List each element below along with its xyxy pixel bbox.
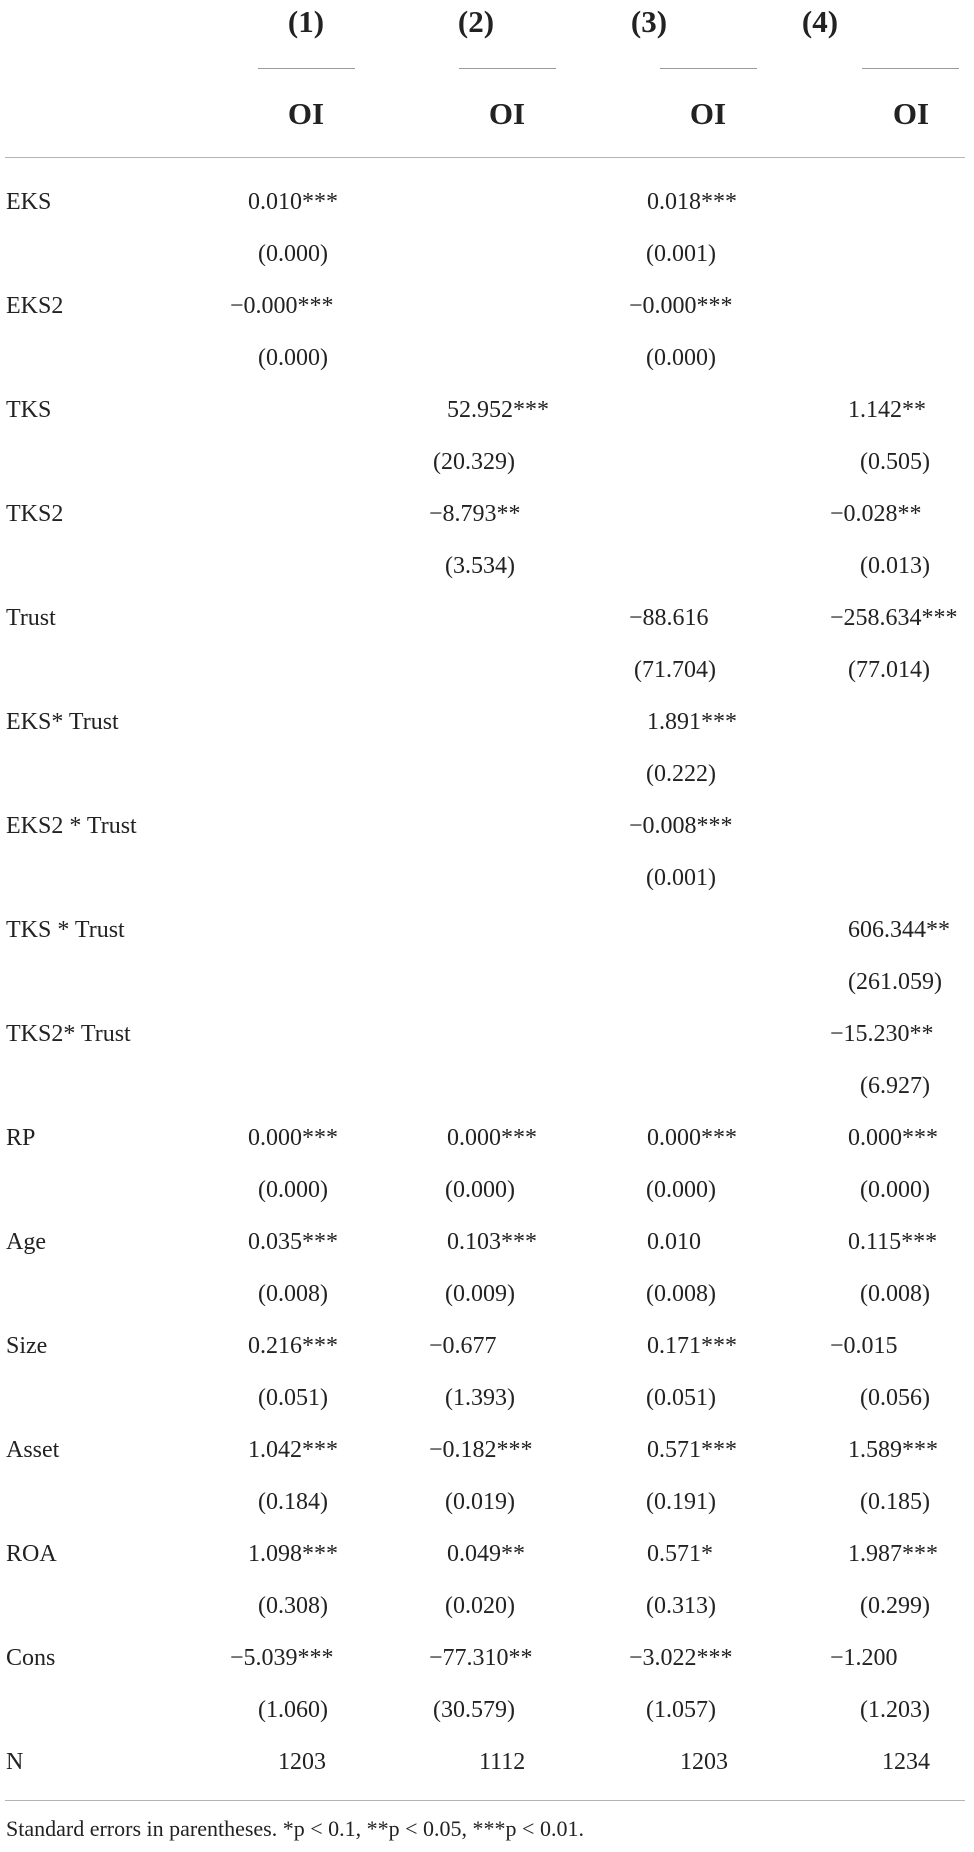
standard-error-cell: (0.000) [258, 1177, 328, 1203]
standard-error-cell: (0.185) [860, 1489, 930, 1515]
coefficient-cell: −0.015 [830, 1333, 898, 1359]
standard-error-cell: (0.191) [646, 1489, 716, 1515]
standard-error-cell: (0.051) [258, 1385, 328, 1411]
coef-row-cons [0, 1632, 974, 1684]
coefficient-cell: 1.891*** [647, 709, 737, 735]
se-row-eks-trust [0, 748, 974, 800]
coefficient-cell: −0.182*** [429, 1437, 533, 1463]
variable-label: EKS2 [6, 293, 64, 319]
coefficient-cell: −0.000*** [230, 293, 334, 319]
column-number-row [0, 2, 974, 42]
coefficient-cell: 0.000*** [447, 1125, 537, 1151]
se-row-asset [0, 1476, 974, 1528]
coefficient-cell: −88.616 [629, 605, 709, 631]
coef-row-tks-trust [0, 904, 974, 956]
observations-cell: 1234 [882, 1749, 930, 1775]
coefficient-cell: 0.000*** [248, 1125, 338, 1151]
coefficient-cell: −0.008*** [629, 813, 733, 839]
variable-label: Trust [6, 605, 56, 631]
column-rule-3 [660, 68, 757, 69]
standard-error-cell: (71.704) [634, 657, 716, 683]
standard-error-cell: (0.056) [860, 1385, 930, 1411]
se-row-age [0, 1268, 974, 1320]
coefficient-cell: −258.634*** [830, 605, 958, 631]
standard-error-cell: (1.060) [258, 1697, 328, 1723]
standard-error-cell: (0.222) [646, 761, 716, 787]
coef-row-eks2 [0, 280, 974, 332]
standard-error-cell: (0.019) [445, 1489, 515, 1515]
coef-row-eks [0, 176, 974, 228]
coefficient-cell: 606.344** [848, 917, 950, 943]
se-row-rp [0, 1164, 974, 1216]
standard-error-cell: (20.329) [433, 449, 515, 475]
coef-row-age [0, 1216, 974, 1268]
coefficient-cell: −5.039*** [230, 1645, 334, 1671]
variable-label: EKS [6, 189, 52, 215]
se-row-roa [0, 1580, 974, 1632]
variable-label: TKS2 [6, 501, 64, 527]
coefficient-cell: 1.987*** [848, 1541, 938, 1567]
se-row-tks-trust [0, 956, 974, 1008]
coefficient-cell: 1.142** [848, 397, 926, 423]
coefficient-cell: 0.018*** [647, 189, 737, 215]
observations-cell: 1203 [278, 1749, 326, 1775]
standard-error-cell: (30.579) [433, 1697, 515, 1723]
standard-error-cell: (0.051) [646, 1385, 716, 1411]
header-rule [5, 157, 965, 158]
standard-error-cell: (0.000) [860, 1177, 930, 1203]
coefficient-cell: 1.098*** [248, 1541, 338, 1567]
se-row-tks2 [0, 540, 974, 592]
observations-row [0, 1736, 974, 1788]
standard-error-cell: (0.505) [860, 449, 930, 475]
standard-error-cell: (0.313) [646, 1593, 716, 1619]
coefficient-cell: 1.042*** [248, 1437, 338, 1463]
coefficient-cell: −8.793** [429, 501, 521, 527]
standard-error-cell: (0.308) [258, 1593, 328, 1619]
standard-error-cell: (0.000) [258, 241, 328, 267]
column-rule-2 [459, 68, 556, 69]
bottom-rule [5, 1800, 965, 1801]
coef-row-tks2-trust [0, 1008, 974, 1060]
se-row-eks2 [0, 332, 974, 384]
coefficient-cell: 0.010 [647, 1229, 701, 1255]
coefficient-cell: −15.230** [830, 1021, 934, 1047]
standard-error-cell: (0.009) [445, 1281, 515, 1307]
coef-row-size [0, 1320, 974, 1372]
footnote: Standard errors in parentheses. *p < 0.1, **p < 0.05, ***p < 0.01. [6, 1816, 584, 1841]
se-row-tks [0, 436, 974, 488]
variable-label: TKS [6, 397, 52, 423]
variable-label: EKS* Trust [6, 709, 119, 735]
se-row-eks2-trust [0, 852, 974, 904]
standard-error-cell: (77.014) [848, 657, 930, 683]
coefficient-cell: 0.115*** [848, 1229, 938, 1255]
column-number-4: (4) [801, 4, 839, 39]
variable-label: RP [6, 1125, 36, 1151]
variable-label: TKS * Trust [6, 917, 125, 943]
column-rule-4 [862, 68, 959, 69]
variable-label: Cons [6, 1645, 56, 1671]
coefficient-cell: 0.571*** [647, 1437, 737, 1463]
coef-row-trust [0, 592, 974, 644]
coefficient-cell: 0.000*** [848, 1125, 938, 1151]
coef-row-tks [0, 384, 974, 436]
coefficient-cell: −0.000*** [629, 293, 733, 319]
coefficient-cell: −77.310** [429, 1645, 533, 1671]
coef-row-asset [0, 1424, 974, 1476]
standard-error-cell: (6.927) [860, 1073, 930, 1099]
column-number-1: (1) [287, 4, 325, 39]
column-number-3: (3) [630, 4, 668, 39]
standard-error-cell: (0.000) [646, 345, 716, 371]
coefficient-cell: 0.010*** [248, 189, 338, 215]
coefficient-cell: 0.571* [647, 1541, 713, 1567]
standard-error-cell: (0.008) [258, 1281, 328, 1307]
variable-label: Asset [6, 1437, 60, 1463]
dep-var-4: OI [892, 96, 930, 131]
coef-row-rp [0, 1112, 974, 1164]
coefficient-cell: 0.216*** [248, 1333, 338, 1359]
coefficient-cell: 1.589*** [848, 1437, 938, 1463]
variable-label: Size [6, 1333, 48, 1359]
standard-error-cell: (0.184) [258, 1489, 328, 1515]
variable-label: TKS2* Trust [6, 1021, 131, 1047]
standard-error-cell: (0.000) [258, 345, 328, 371]
standard-error-cell: (3.534) [445, 553, 515, 579]
standard-error-cell: (0.008) [646, 1281, 716, 1307]
variable-label: ROA [6, 1541, 57, 1567]
coef-row-eks-trust [0, 696, 974, 748]
coefficient-cell: −0.028** [830, 501, 922, 527]
se-row-eks [0, 228, 974, 280]
standard-error-cell: (0.000) [646, 1177, 716, 1203]
column-rule-1 [258, 68, 355, 69]
standard-error-cell: (261.059) [848, 969, 942, 995]
observations-cell: 1203 [680, 1749, 728, 1775]
standard-error-cell: (1.203) [860, 1697, 930, 1723]
observations-cell: 1112 [479, 1749, 526, 1775]
observations-label: N [6, 1749, 24, 1775]
dep-var-2: OI [488, 96, 526, 131]
standard-error-cell: (0.013) [860, 553, 930, 579]
standard-error-cell: (0.008) [860, 1281, 930, 1307]
se-row-size [0, 1372, 974, 1424]
standard-error-cell: (0.001) [646, 241, 716, 267]
coefficient-cell: −1.200 [830, 1645, 898, 1671]
coefficient-cell: −3.022*** [629, 1645, 733, 1671]
coef-row-roa [0, 1528, 974, 1580]
coef-row-tks2 [0, 488, 974, 540]
standard-error-cell: (1.057) [646, 1697, 716, 1723]
coefficient-cell: 0.103*** [447, 1229, 537, 1255]
standard-error-cell: (0.001) [646, 865, 716, 891]
se-row-cons [0, 1684, 974, 1736]
coefficient-cell: 0.035*** [248, 1229, 338, 1255]
coefficient-cell: 0.171*** [647, 1333, 737, 1359]
dependent-variable-row [0, 94, 974, 134]
variable-label: EKS2 * Trust [6, 813, 137, 839]
column-number-2: (2) [457, 4, 495, 39]
se-row-trust [0, 644, 974, 696]
variable-label: Age [6, 1229, 46, 1255]
standard-error-cell: (0.000) [445, 1177, 515, 1203]
coefficient-cell: 0.049** [447, 1541, 525, 1567]
coefficient-cell: 52.952*** [447, 397, 549, 423]
standard-error-cell: (0.299) [860, 1593, 930, 1619]
dep-var-1: OI [287, 96, 325, 131]
dep-var-3: OI [689, 96, 727, 131]
coefficient-cell: 0.000*** [647, 1125, 737, 1151]
standard-error-cell: (0.020) [445, 1593, 515, 1619]
se-row-tks2-trust [0, 1060, 974, 1112]
coef-row-eks2-trust [0, 800, 974, 852]
standard-error-cell: (1.393) [445, 1385, 515, 1411]
coefficient-cell: −0.677 [429, 1333, 497, 1359]
